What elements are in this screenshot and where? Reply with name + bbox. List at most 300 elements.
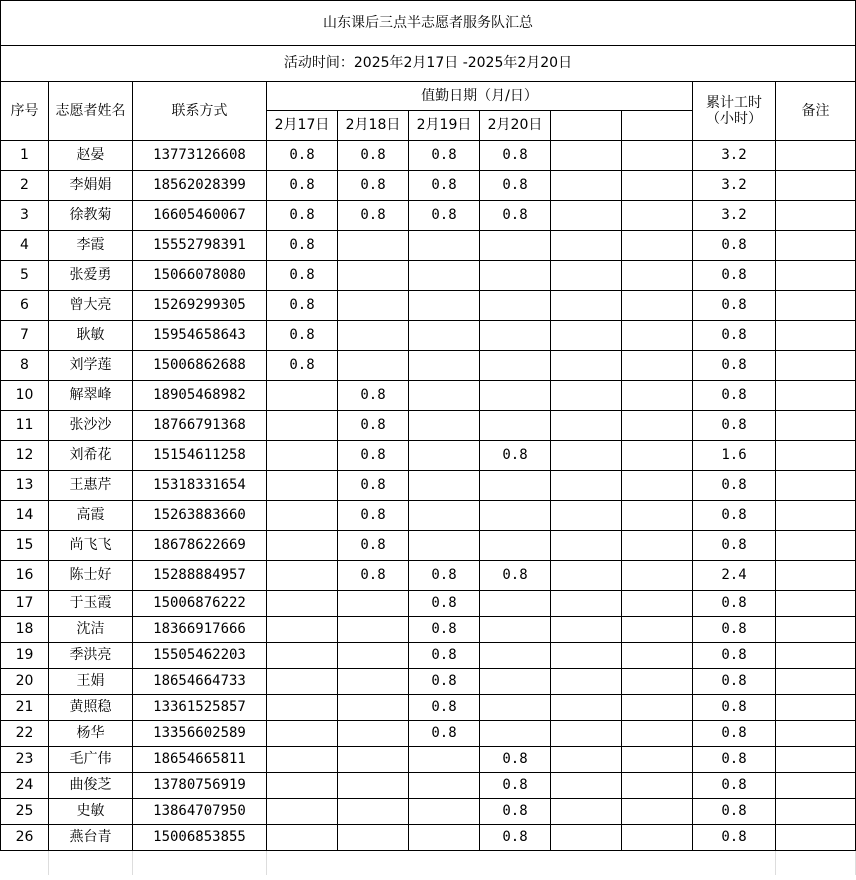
remark-cell [776, 617, 856, 643]
hours-cell [480, 531, 551, 561]
empty-cell [551, 531, 622, 561]
phone-cell: 18678622669 [133, 531, 267, 561]
seq-cell: 26 [1, 825, 49, 851]
hours-cell [267, 617, 338, 643]
blank-cell [49, 851, 133, 876]
name-cell: 尚飞飞 [49, 531, 133, 561]
total-hours-cell: 0.8 [693, 231, 776, 261]
hours-cell [409, 501, 480, 531]
hours-cell: 0.8 [409, 721, 480, 747]
seq-cell: 1 [1, 141, 49, 171]
table-row [1, 799, 856, 825]
phone-cell: 15066078080 [133, 261, 267, 291]
hours-cell [267, 441, 338, 471]
hours-cell [338, 591, 409, 617]
hours-cell [480, 591, 551, 617]
hours-cell [480, 411, 551, 441]
blank-cell [1, 851, 49, 876]
hours-cell [338, 669, 409, 695]
table-row [1, 291, 856, 321]
name-cell: 徐教菊 [49, 201, 133, 231]
table-row [1, 501, 856, 531]
hours-cell [267, 501, 338, 531]
hours-cell [409, 471, 480, 501]
empty-cell [622, 643, 693, 669]
empty-cell [622, 591, 693, 617]
hours-cell: 0.8 [338, 171, 409, 201]
hours-cell [267, 381, 338, 411]
blank-cell [480, 851, 551, 876]
remark-cell [776, 291, 856, 321]
total-hours-cell: 0.8 [693, 531, 776, 561]
hours-cell: 0.8 [480, 141, 551, 171]
empty-cell [551, 799, 622, 825]
empty-cell [551, 721, 622, 747]
remark-cell [776, 351, 856, 381]
hours-cell [409, 291, 480, 321]
table-row [1, 695, 856, 721]
hours-cell: 0.8 [409, 201, 480, 231]
total-hours-cell: 0.8 [693, 591, 776, 617]
name-cell: 赵晏 [49, 141, 133, 171]
hours-cell [338, 321, 409, 351]
hours-cell [338, 231, 409, 261]
total-hours-cell: 0.8 [693, 261, 776, 291]
seq-cell: 13 [1, 471, 49, 501]
hours-cell: 0.8 [409, 561, 480, 591]
hours-cell: 0.8 [338, 201, 409, 231]
hours-cell [338, 825, 409, 851]
sheet-title: 山东课后三点半志愿者服务队汇总 [1, 1, 856, 46]
hours-cell [480, 501, 551, 531]
remark-cell [776, 441, 856, 471]
table-row [1, 591, 856, 617]
total-hours-cell: 0.8 [693, 799, 776, 825]
hours-cell [480, 291, 551, 321]
name-cell: 沈洁 [49, 617, 133, 643]
hours-cell [409, 261, 480, 291]
hours-cell [338, 799, 409, 825]
hours-cell: 0.8 [480, 799, 551, 825]
hours-cell [409, 351, 480, 381]
name-cell: 王娟 [49, 669, 133, 695]
table-row [1, 531, 856, 561]
seq-cell: 14 [1, 501, 49, 531]
header-contact: 联系方式 [133, 82, 267, 141]
hours-cell [267, 411, 338, 441]
header-date [551, 111, 622, 141]
hours-cell: 0.8 [267, 231, 338, 261]
table-row [1, 141, 856, 171]
empty-cell [622, 669, 693, 695]
header-total-hours: 累计工时 （小时） [693, 82, 776, 141]
header-date [622, 111, 693, 141]
empty-cell [551, 669, 622, 695]
hours-cell [480, 695, 551, 721]
seq-cell: 10 [1, 381, 49, 411]
hours-cell [267, 643, 338, 669]
remark-cell [776, 643, 856, 669]
seq-cell: 16 [1, 561, 49, 591]
total-hours-cell: 3.2 [693, 201, 776, 231]
total-hours-cell: 0.8 [693, 471, 776, 501]
seq-cell: 7 [1, 321, 49, 351]
name-cell: 黄照稳 [49, 695, 133, 721]
empty-cell [551, 231, 622, 261]
empty-cell [551, 695, 622, 721]
empty-cell [551, 321, 622, 351]
empty-cell [622, 695, 693, 721]
total-hours-cell: 2.4 [693, 561, 776, 591]
total-hours-cell: 3.2 [693, 141, 776, 171]
empty-cell [622, 825, 693, 851]
blank-cell [776, 851, 856, 876]
remark-cell [776, 261, 856, 291]
empty-cell [622, 411, 693, 441]
table-row [1, 561, 856, 591]
table-row [1, 773, 856, 799]
header-date: 2月17日 [267, 111, 338, 141]
hours-cell: 0.8 [480, 825, 551, 851]
phone-cell: 13864707950 [133, 799, 267, 825]
seq-cell: 25 [1, 799, 49, 825]
blank-cell [622, 851, 693, 876]
name-cell: 李霞 [49, 231, 133, 261]
hours-cell: 0.8 [409, 591, 480, 617]
hours-cell [267, 531, 338, 561]
name-cell: 于玉霞 [49, 591, 133, 617]
hours-cell: 0.8 [338, 441, 409, 471]
empty-cell [551, 291, 622, 321]
empty-cell [551, 747, 622, 773]
blank-cell [551, 851, 622, 876]
seq-cell: 20 [1, 669, 49, 695]
hours-cell [480, 321, 551, 351]
remark-cell [776, 381, 856, 411]
seq-cell: 8 [1, 351, 49, 381]
empty-cell [622, 747, 693, 773]
total-hours-cell: 0.8 [693, 695, 776, 721]
hours-cell [480, 643, 551, 669]
total-hours-cell: 0.8 [693, 617, 776, 643]
hours-cell: 0.8 [409, 669, 480, 695]
empty-cell [622, 799, 693, 825]
total-hours-cell: 0.8 [693, 381, 776, 411]
hours-cell [409, 411, 480, 441]
hours-cell [480, 471, 551, 501]
seq-cell: 21 [1, 695, 49, 721]
hours-cell [409, 321, 480, 351]
remark-cell [776, 695, 856, 721]
hours-cell: 0.8 [409, 141, 480, 171]
empty-cell [551, 141, 622, 171]
hours-cell [409, 441, 480, 471]
seq-cell: 24 [1, 773, 49, 799]
phone-cell: 13780756919 [133, 773, 267, 799]
hours-cell [409, 381, 480, 411]
hours-cell [480, 381, 551, 411]
empty-cell [551, 591, 622, 617]
seq-cell: 15 [1, 531, 49, 561]
hours-cell [480, 351, 551, 381]
total-hours-cell: 0.8 [693, 411, 776, 441]
remark-cell [776, 471, 856, 501]
empty-cell [551, 171, 622, 201]
empty-cell [622, 721, 693, 747]
hours-cell [480, 261, 551, 291]
hours-cell [338, 695, 409, 721]
name-cell: 解翠峰 [49, 381, 133, 411]
header-seq: 序号 [1, 82, 49, 141]
name-cell: 曾大亮 [49, 291, 133, 321]
phone-cell: 18654665811 [133, 747, 267, 773]
table-row [1, 441, 856, 471]
phone-cell: 15954658643 [133, 321, 267, 351]
empty-cell [622, 531, 693, 561]
hours-cell [267, 669, 338, 695]
empty-cell [622, 773, 693, 799]
hours-cell [480, 617, 551, 643]
hours-cell [267, 747, 338, 773]
total-hours-cell: 0.8 [693, 351, 776, 381]
remark-cell [776, 825, 856, 851]
table-row [1, 171, 856, 201]
remark-cell [776, 721, 856, 747]
name-cell: 史敏 [49, 799, 133, 825]
blank-cell [409, 851, 480, 876]
phone-cell: 15006862688 [133, 351, 267, 381]
remark-cell [776, 747, 856, 773]
header-remark: 备注 [776, 82, 856, 141]
empty-cell [551, 351, 622, 381]
empty-cell [622, 231, 693, 261]
phone-cell: 18905468982 [133, 381, 267, 411]
empty-cell [551, 561, 622, 591]
table-row [1, 351, 856, 381]
total-hours-cell: 0.8 [693, 825, 776, 851]
hours-cell: 0.8 [338, 411, 409, 441]
table-row [1, 471, 856, 501]
phone-cell: 15288884957 [133, 561, 267, 591]
table-row [1, 261, 856, 291]
empty-cell [622, 201, 693, 231]
hours-cell [338, 617, 409, 643]
empty-cell [622, 471, 693, 501]
hours-cell [480, 721, 551, 747]
hours-cell: 0.8 [338, 381, 409, 411]
table-row [1, 721, 856, 747]
hours-cell [338, 643, 409, 669]
table-row [1, 669, 856, 695]
hours-cell [338, 351, 409, 381]
remark-cell [776, 201, 856, 231]
total-hours-cell: 3.2 [693, 171, 776, 201]
remark-cell [776, 561, 856, 591]
empty-cell [551, 201, 622, 231]
empty-cell [622, 261, 693, 291]
table-row [1, 321, 856, 351]
name-cell: 杨华 [49, 721, 133, 747]
empty-cell [622, 441, 693, 471]
hours-cell [338, 773, 409, 799]
remark-cell [776, 773, 856, 799]
hours-cell [409, 773, 480, 799]
total-hours-cell: 0.8 [693, 501, 776, 531]
empty-cell [551, 381, 622, 411]
hours-cell: 0.8 [480, 171, 551, 201]
hours-cell: 0.8 [267, 201, 338, 231]
hours-cell [338, 721, 409, 747]
phone-cell: 13361525857 [133, 695, 267, 721]
hours-cell [409, 531, 480, 561]
table-row [1, 643, 856, 669]
name-cell: 李娟娟 [49, 171, 133, 201]
hours-cell [338, 261, 409, 291]
table-row [1, 747, 856, 773]
table-row [1, 231, 856, 261]
hours-cell: 0.8 [267, 171, 338, 201]
phone-cell: 15269299305 [133, 291, 267, 321]
empty-cell [622, 351, 693, 381]
hours-cell: 0.8 [267, 141, 338, 171]
hours-cell: 0.8 [409, 643, 480, 669]
phone-cell: 15154611258 [133, 441, 267, 471]
hours-cell: 0.8 [409, 171, 480, 201]
empty-cell [551, 471, 622, 501]
phone-cell: 15552798391 [133, 231, 267, 261]
hours-cell: 0.8 [338, 561, 409, 591]
name-cell: 毛广伟 [49, 747, 133, 773]
hours-cell: 0.8 [409, 695, 480, 721]
seq-cell: 17 [1, 591, 49, 617]
seq-cell: 11 [1, 411, 49, 441]
hours-cell: 0.8 [409, 617, 480, 643]
empty-cell [622, 171, 693, 201]
blank-cell [133, 851, 267, 876]
name-cell: 张爱勇 [49, 261, 133, 291]
hours-cell: 0.8 [338, 471, 409, 501]
remark-cell [776, 411, 856, 441]
hours-cell [267, 825, 338, 851]
header-date: 2月19日 [409, 111, 480, 141]
name-cell: 刘希花 [49, 441, 133, 471]
hours-cell [267, 773, 338, 799]
phone-cell: 18654664733 [133, 669, 267, 695]
blank-cell [338, 851, 409, 876]
header-name: 志愿者姓名 [49, 82, 133, 141]
phone-cell: 15263883660 [133, 501, 267, 531]
hours-cell: 0.8 [338, 141, 409, 171]
hours-cell [267, 471, 338, 501]
empty-cell [551, 441, 622, 471]
total-hours-cell: 0.8 [693, 773, 776, 799]
empty-cell [622, 141, 693, 171]
hours-cell [267, 721, 338, 747]
remark-cell [776, 231, 856, 261]
name-cell: 张沙沙 [49, 411, 133, 441]
hours-cell: 0.8 [480, 201, 551, 231]
empty-cell [551, 825, 622, 851]
empty-cell [551, 643, 622, 669]
hours-cell [409, 747, 480, 773]
header-date: 2月20日 [480, 111, 551, 141]
total-hours-cell: 0.8 [693, 291, 776, 321]
name-cell: 陈士好 [49, 561, 133, 591]
table-row [1, 381, 856, 411]
phone-cell: 18562028399 [133, 171, 267, 201]
hours-cell [338, 291, 409, 321]
total-hours-cell: 0.8 [693, 643, 776, 669]
table-row [1, 411, 856, 441]
hours-cell: 0.8 [480, 441, 551, 471]
hours-cell [480, 231, 551, 261]
name-cell: 燕台青 [49, 825, 133, 851]
name-cell: 高霞 [49, 501, 133, 531]
name-cell: 季洪亮 [49, 643, 133, 669]
remark-cell [776, 531, 856, 561]
name-cell: 刘学莲 [49, 351, 133, 381]
header-duty-dates: 值勤日期（月/日） [267, 82, 693, 111]
hours-cell [480, 669, 551, 695]
hours-cell: 0.8 [267, 261, 338, 291]
hours-cell [409, 825, 480, 851]
empty-cell [622, 291, 693, 321]
hours-cell [267, 695, 338, 721]
phone-cell: 13773126608 [133, 141, 267, 171]
hours-cell [338, 747, 409, 773]
empty-cell [622, 561, 693, 591]
empty-cell [551, 773, 622, 799]
hours-cell [409, 231, 480, 261]
hours-cell: 0.8 [267, 291, 338, 321]
name-cell: 耿敏 [49, 321, 133, 351]
phone-cell: 15006876222 [133, 591, 267, 617]
phone-cell: 18366917666 [133, 617, 267, 643]
empty-cell [622, 381, 693, 411]
remark-cell [776, 591, 856, 617]
blank-cell [693, 851, 776, 876]
empty-cell [551, 411, 622, 441]
total-hours-cell: 1.6 [693, 441, 776, 471]
hours-cell: 0.8 [338, 531, 409, 561]
seq-cell: 3 [1, 201, 49, 231]
phone-cell: 15505462203 [133, 643, 267, 669]
phone-cell: 15318331654 [133, 471, 267, 501]
seq-cell: 5 [1, 261, 49, 291]
remark-cell [776, 171, 856, 201]
hours-cell [409, 799, 480, 825]
remark-cell [776, 141, 856, 171]
header-date: 2月18日 [338, 111, 409, 141]
seq-cell: 18 [1, 617, 49, 643]
phone-cell: 16605460067 [133, 201, 267, 231]
blank-row [1, 851, 856, 876]
blank-cell [267, 851, 338, 876]
seq-cell: 19 [1, 643, 49, 669]
activity-period: 活动时间：2025年2月17日 -2025年2月20日 [1, 46, 856, 82]
table-row [1, 825, 856, 851]
name-cell: 王惠芹 [49, 471, 133, 501]
phone-cell: 13356602589 [133, 721, 267, 747]
table-row [1, 201, 856, 231]
hours-cell [267, 591, 338, 617]
hours-cell: 0.8 [267, 351, 338, 381]
seq-cell: 22 [1, 721, 49, 747]
table-row [1, 617, 856, 643]
remark-cell [776, 799, 856, 825]
total-hours-cell: 0.8 [693, 321, 776, 351]
hours-cell: 0.8 [480, 747, 551, 773]
